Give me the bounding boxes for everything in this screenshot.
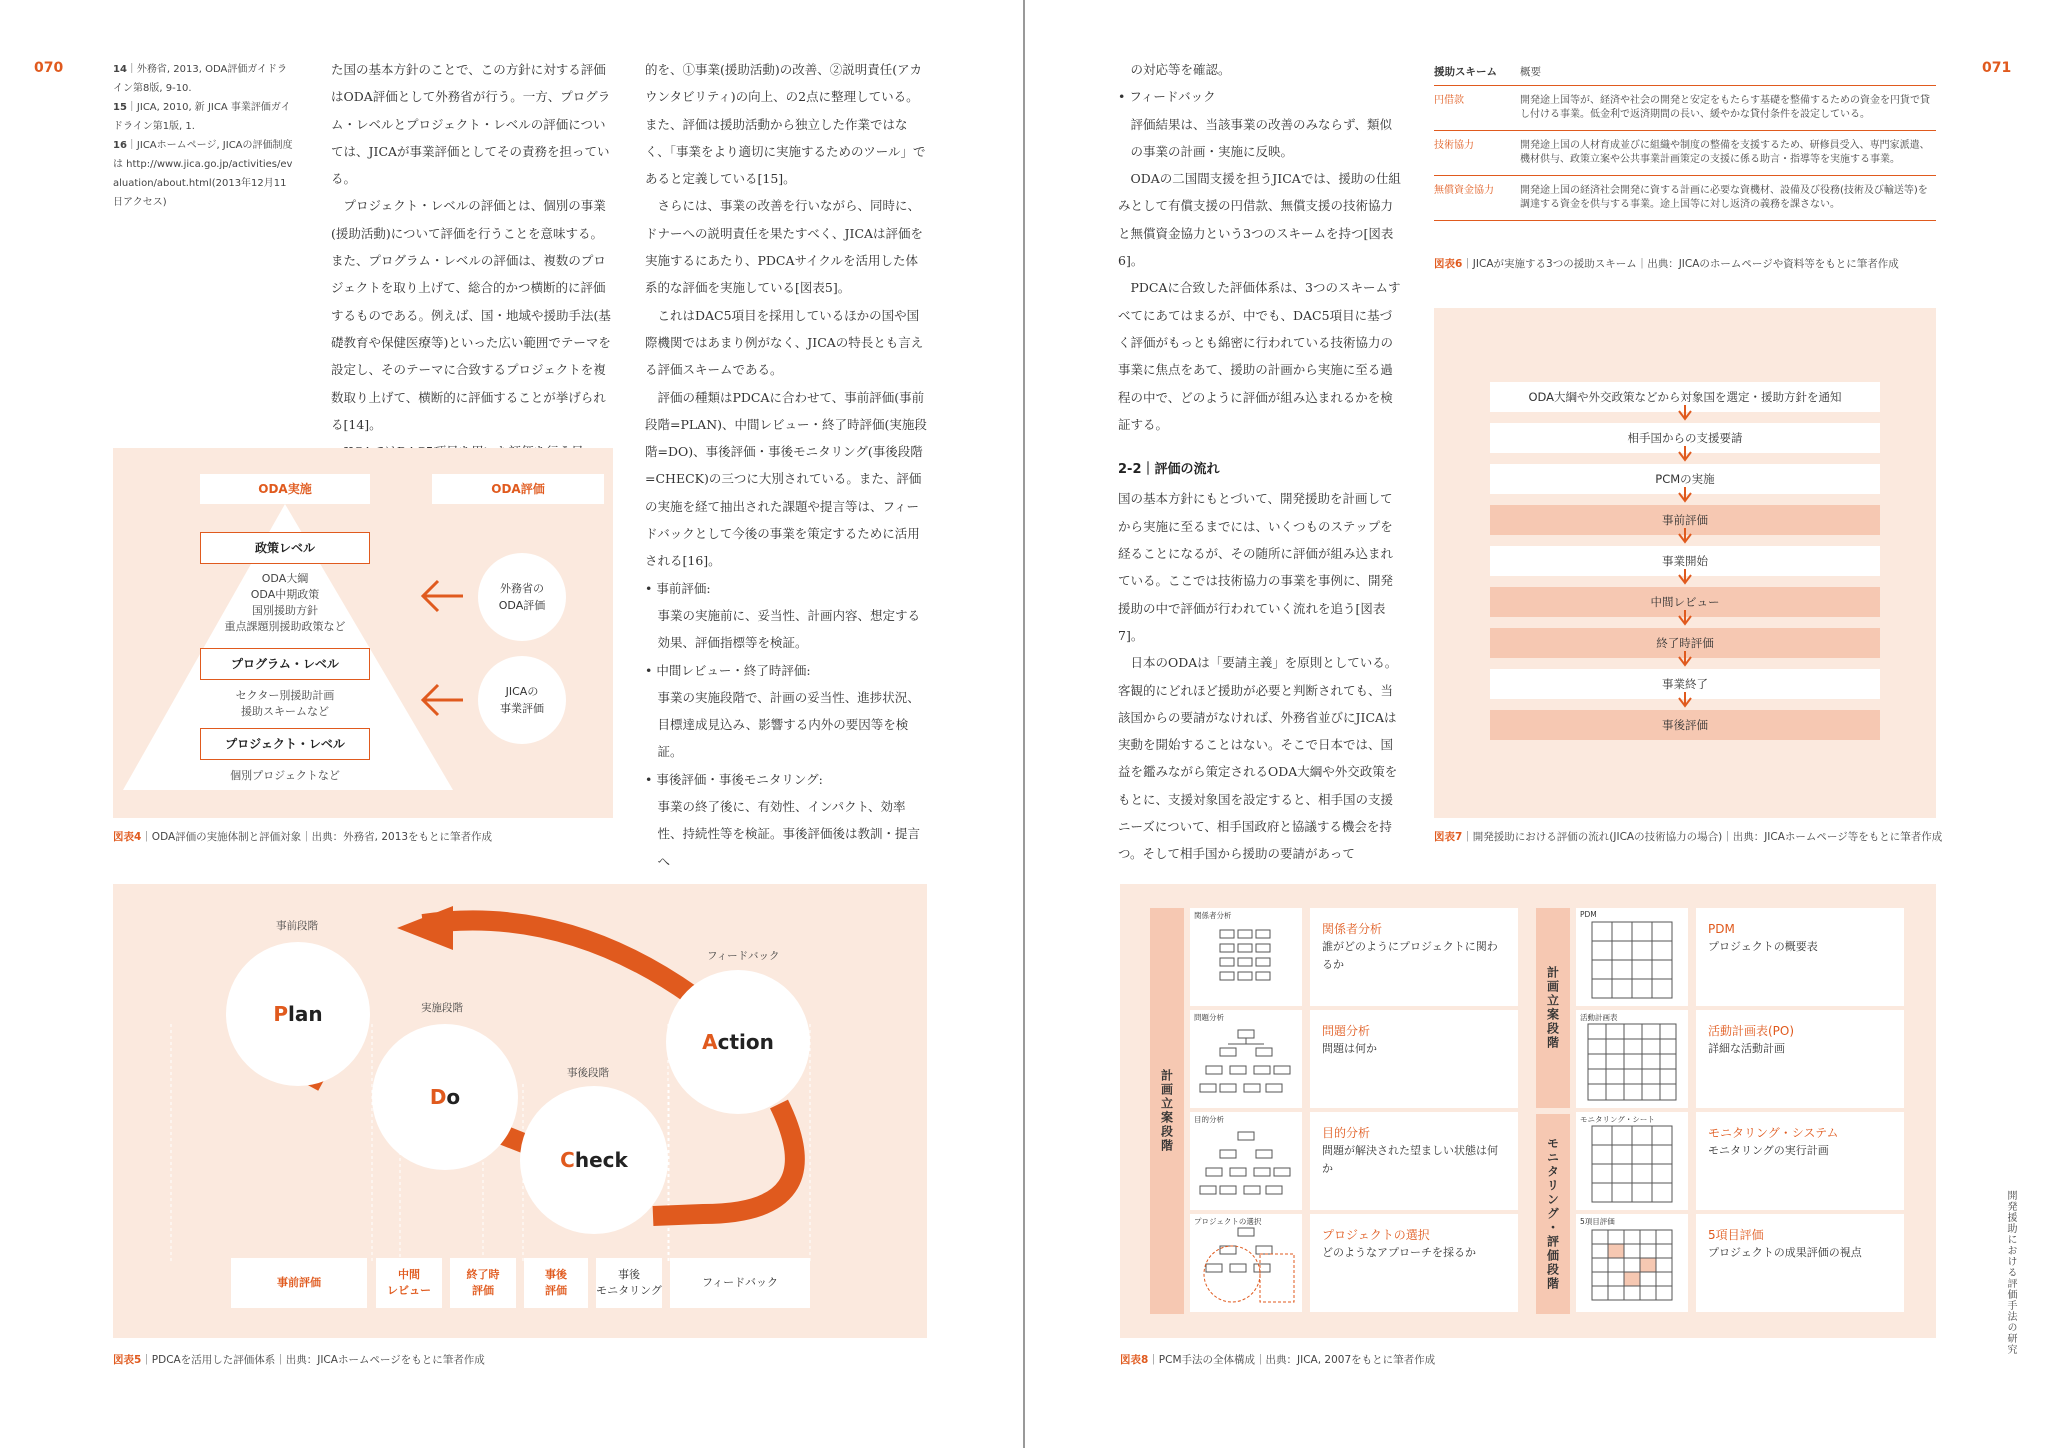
flow-step-eval: 事後評価: [1490, 710, 1880, 740]
fig5-cell-terminal: 終了時 評価: [450, 1258, 516, 1308]
fig8-item: PDM プロジェクトの概要表: [1696, 908, 1904, 1006]
bullet-detail: 事業の実施段階で、計画の妥当性、進捗状況、目標達成見込み、影響する内外の要因等を検証。: [657, 689, 920, 760]
fig8-thumb: PDM: [1576, 908, 1688, 1006]
pdca-do-circle: D o: [372, 1024, 518, 1170]
fig4-level-program: プログラム・レベル: [200, 648, 370, 680]
pdca-action-circle: A ction: [666, 970, 810, 1114]
fig4-head-implementation: ODA実施: [200, 474, 370, 504]
footnotes: [113, 60, 293, 212]
monitoring-sheet-icon: [1576, 1112, 1688, 1210]
fig7-caption: 図表7｜開発援助における評価の流れ(JICAの技術協力の場合)｜出典：JICAホームページ等をもとに筆者作成: [1434, 831, 1943, 843]
fig8-thumb: 活動計画表: [1576, 1010, 1688, 1108]
table-header: 援助スキーム 概要: [1434, 64, 1936, 86]
fig8-item: 活動計画表(PO) 詳細な活動計画: [1696, 1010, 1904, 1108]
stakeholder-grid-icon: [1190, 908, 1302, 1006]
fig8-item: モニタリング・システム モニタリングの実行計画: [1696, 1112, 1904, 1210]
fig4-head-evaluation: ODA評価: [432, 474, 604, 504]
bullet-item: • 中間レビュー・終了時評価:: [645, 662, 811, 678]
bullet-detail: 事業の実施前に、妥当性、計画内容、想定する効果、評価指標等を検証。: [657, 607, 921, 651]
table-row: 技術協力 開発途上国の人材育成並びに組織や制度の整備を支援するため、研修員受入、専門家派遣、機材供与、政策立案や公共事業計画策定の支援に係る助言・指導等を実施する事業。: [1434, 131, 1936, 176]
footnote: 14｜外務省, 2013, ODA評価ガイドライン第8版, 9-10.: [113, 64, 288, 94]
gutter: [1023, 0, 1025, 1448]
fig8-thumb: 5項目評価: [1576, 1214, 1688, 1312]
fig8-item: 5項目評価 プロジェクトの成果評価の視点: [1696, 1214, 1904, 1312]
fig6-caption: 図表6｜JICAが実施する3つの援助スキーム｜出典：JICAのホームページや資料等をもとに筆者作成: [1434, 258, 1899, 270]
paragraph: 評価の種類はPDCAに合わせて、事前評価(事前段階=PLAN)、中間レビュー・終了時評価(実施段階=DO)、事後評価・事後モニタリング(事後段階=CHECK)の三つに大別されている。また、評価の実施を経て抽出された課題や提言等は、フィードバックとして今後の事業を策定するために活用される[16]。: [645, 389, 927, 569]
fig4-level-project: プロジェクト・レベル: [200, 728, 370, 760]
problem-tree-icon: [1190, 1010, 1302, 1108]
fig8-item: 関係者分析 誰がどのようにプロジェクトに関わるか: [1310, 908, 1518, 1006]
flow-step: PCMの実施: [1490, 464, 1880, 494]
paragraph: これはDAC5項目を採用しているほかの国や国際機関ではあまり例がなく、JICAの特長とも言える評価スキームである。: [645, 307, 924, 378]
plan-of-operation-icon: [1576, 1010, 1688, 1108]
fig4-circle-mofa: 外務省の ODA評価: [478, 553, 566, 641]
table-row: 無償資金協力 開発途上国の経済社会開発に資する計画に必要な資機材、設備及び役務(技術及び輸送等)を調達する資金を供与する事業。途上国等に対し返済の義務を課さない。: [1434, 176, 1936, 221]
fig8-thumb: モニタリング・シート: [1576, 1112, 1688, 1210]
objective-tree-icon: [1190, 1112, 1302, 1210]
flow-step: 相手国からの支援要請: [1490, 423, 1880, 453]
flow-step: ODA大綱や外交政策などから対象国を選定・援助方針を通知: [1490, 382, 1880, 412]
paragraph: 日本のODAは「要請主義」を原則としている。客観的にどれほど援助が必要と判断されても、当該国からの要請がなければ、外務省並びにJICAは実動を開始することはない。そこで日本では、国益を鑑みながら策定されるODA大綱や外交政策をもとに、支援対象国を設定すると、相手国の支援ニーズについて、相手国政府と協議する機会を持つ。そして相手国から援助の要請があって: [1118, 655, 1398, 862]
pdca-plan-circle: P lan: [226, 942, 370, 1086]
project-selection-icon: [1190, 1214, 1302, 1312]
text-column-2: [645, 56, 927, 875]
fig8-item: プロジェクトの選択 どのようなアプローチを採るか: [1310, 1214, 1518, 1312]
paragraph: さらには、事業の改善を行いながら、同時に、ドナーへの説明責任を果たすべく、JICAは評価を実施するにあたり、PDCAサイクルを活用した体系的な評価を実施している[図表5]。: [645, 198, 924, 296]
fig8-side-planning-right: 計画立案段階: [1536, 908, 1570, 1108]
fig4-level-project-items: 個別プロジェクトなど: [230, 769, 340, 782]
pdm-grid-icon: [1576, 908, 1688, 1006]
fig8-thumb: 目的分析: [1190, 1112, 1302, 1210]
fig5-stage-do: 実施段階: [421, 1002, 463, 1014]
paragraph: 国の基本方針にもとづいて、開発援助を計画してから実施に至るまでには、いくつものステップを経ることになるが、その随所に評価が組み込まれている。ここでは技術協力の事業を事例に、開発援助の中で評価が行われていく流れを追う[図表7]。: [1118, 491, 1394, 643]
paragraph: 的を、①事業(援助活動)の改善、②説明責任(アカウンタビリティ)の向上、の2点に整理している。また、評価は援助活動から独立した作業ではなく、「事業をより適切に実施するためのツール」であると定義している[15]。: [645, 62, 926, 187]
fig4-level-program-items: セクター別援助計画 援助スキームなど: [235, 689, 335, 718]
fig8-item: 目的分析 問題が解決された望ましい状態は何か: [1310, 1112, 1518, 1210]
section-heading: 2-2｜評価の流れ: [1118, 462, 1220, 478]
fig5-cell-midterm: 中間 レビュー: [376, 1258, 442, 1308]
fig5-cell-ex-post: 事後 評価: [524, 1258, 588, 1308]
text-column-1: [331, 56, 613, 465]
fig5-stage-post: 事後段階: [567, 1067, 609, 1079]
page-number-left: 070: [34, 60, 64, 76]
flow-step: 事業開始: [1490, 546, 1880, 576]
bullet-detail: 評価結果は、当該事業の改善のみならず、類似の事業の計画・実施に反映。: [1130, 116, 1393, 159]
fig8-item: 問題分析 問題は何か: [1310, 1010, 1518, 1108]
fig5-stage-feedback: フィードバック: [707, 950, 780, 962]
flow-step-eval: 中間レビュー: [1490, 587, 1880, 617]
bullet-item: • フィードバック: [1118, 89, 1216, 105]
bullet-item: • 事前評価:: [645, 580, 711, 596]
paragraph: PDCAに合致した評価体系は、3つのスキームすべてにあてはまるが、中でも、DAC5項目に基づく評価がもっとも綿密に行われている技術協力の事業に焦点をあて、援助の計画から実施に至る過程の中で、どのように評価が組み込まれるかを検証する。: [1118, 280, 1401, 432]
fig8-side-monitoring: モニタリング・評価段階: [1536, 1114, 1570, 1314]
fig4-level-policy-items: ODA大綱 ODA中期政策 国別援助方針 重点課題別援助政策など: [224, 572, 346, 633]
fig4-circle-jica: JICAの 事業評価: [478, 656, 566, 744]
fig5-caption: 図表5｜PDCAを活用した評価体系｜出典：JICAホームページをもとに筆者作成: [113, 1354, 485, 1366]
running-title: 開発援助における評価手法の研究: [2005, 1190, 2016, 1355]
bullet-item: • 事後評価・事後モニタリング:: [645, 771, 823, 787]
flow-step-eval: 終了時評価: [1490, 628, 1880, 658]
fig5-stage-pre: 事前段階: [276, 920, 318, 932]
flow-step: 事業終了: [1490, 669, 1880, 699]
paragraph: た国の基本方針のことで、この方針に対する評価はODA評価として外務省が行う。一方、プログラム・レベルとプロジェクト・レベルの評価については、JICAが事業評価としてその責務を担っている。: [331, 62, 611, 187]
bullet-detail: 事業の終了後に、有効性、インパクト、効率性、持続性等を検証。事後評価後は教訓・提言へ: [657, 799, 921, 869]
flow-step-eval: 事前評価: [1490, 505, 1880, 535]
figure-6-table: [1434, 64, 1936, 221]
fig8-thumb: プロジェクトの選択: [1190, 1214, 1302, 1312]
fig8-thumb: 問題分析: [1190, 1010, 1302, 1108]
fig4-level-policy: 政策レベル: [200, 532, 370, 564]
fig5-cell-monitoring: 事後 モニタリング: [596, 1258, 662, 1308]
bullet-detail: の対応等を確認。: [1130, 62, 1231, 77]
footnote: 16｜JICAホームページ, JICAの評価制度は http://www.jica.go.jp/activities/evaluation/about.html(2013年12月11日アクセス): [113, 140, 293, 208]
fig8-thumb: 関係者分析: [1190, 908, 1302, 1006]
page-number-right: 071: [1982, 60, 2012, 76]
paragraph: ODAの二国間支援を担うJICAでは、援助の仕組みとして有償支援の円借款、無償支援の技術協力と無償資金協力という3つのスキームを持つ[図表6]。: [1118, 171, 1401, 269]
text-column-3: [1118, 56, 1402, 868]
fig4-caption: 図表4｜ODA評価の実施体制と評価対象｜出典：外務省, 2013をもとに筆者作成: [113, 831, 493, 843]
footnote: 15｜JICA, 2010, 新 JICA 事業評価ガイドライン第1版, 1.: [113, 102, 291, 132]
fig5-cell-feedback: フィードバック: [670, 1258, 810, 1308]
fig8-side-planning: 計画立案段階: [1150, 908, 1184, 1314]
fig5-cell-pre-eval: 事前評価: [231, 1258, 367, 1308]
fig8-caption: 図表8｜PCM手法の全体構成｜出典：JICA, 2007をもとに筆者作成: [1120, 1354, 1436, 1366]
five-criteria-grid-icon: [1576, 1214, 1688, 1312]
pdca-check-circle: C heck: [520, 1086, 668, 1234]
paragraph: プロジェクト・レベルの評価とは、個別の事業(援助活動)について評価を行うことを意味する。また、プログラム・レベルの評価は、複数のプロジェクトを取り上げて、総合的かつ横断的に評価するものである。例えば、国・地域や援助手法(基礎教育や保健医療等)といった広い範囲でテーマを設定し、そのテーマに合致するプロジェクトを複数取り上げて、横断的に評価することが挙げられる[14]。: [331, 198, 611, 432]
flow-arrow-icons: [1677, 405, 1693, 725]
table-row: 円借款 開発途上国等が、経済や社会の開発と安定をもたらす基礎を整備するための資金を円貨で貸し付ける事業。低金利で返済期間の長い、緩やかな貸付条件を設定している。: [1434, 86, 1936, 131]
